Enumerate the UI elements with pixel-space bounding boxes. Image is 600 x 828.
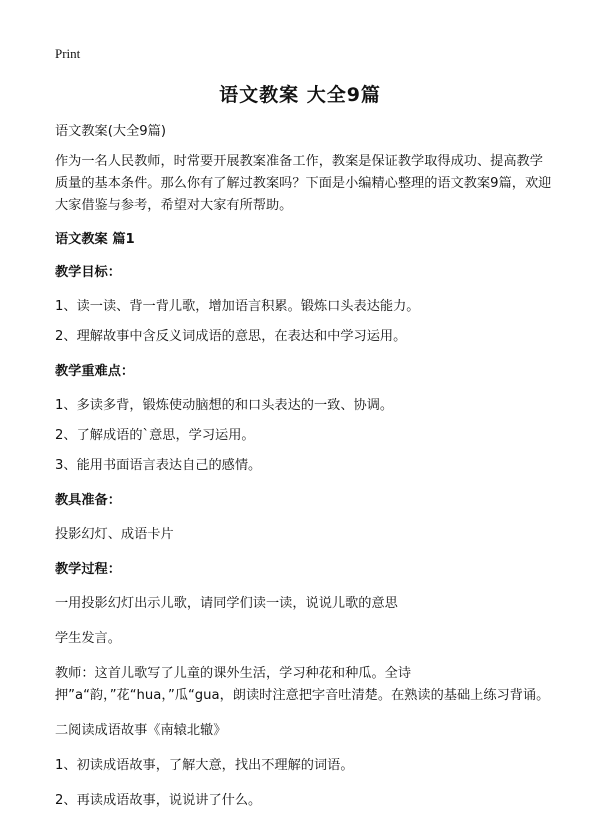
- process-paragraph: 1、初读成语故事，了解大意，找出不理解的词语。: [55, 758, 354, 773]
- key-point-item: 3、能用书面语言表达自己的感情。: [55, 458, 262, 473]
- materials-heading: 教具准备：: [55, 493, 121, 508]
- materials-text: 投影幻灯、成语卡片: [55, 527, 174, 542]
- process-paragraph: 学生发言。: [55, 631, 121, 646]
- section-title: 语文教案 篇1: [55, 232, 135, 247]
- key-point-item: 1、多读多背，锻炼使动脑想的和口头表达的一致、协调。: [55, 398, 394, 413]
- process-paragraph: 一用投影幻灯出示儿歌，请同学们读一读，说说儿歌的意思: [55, 596, 398, 611]
- print-label: Print: [55, 46, 81, 61]
- process-paragraph: 教师：这首儿歌写了儿童的课外生活，学习种花和种瓜。全诗押”a“韵，”花“hua，”瓜“gua，朗读时注意把字音吐清楚。在熟读的基础上练习背诵。: [55, 666, 550, 703]
- process-paragraph: 二阅读成语故事《南辕北辙》: [55, 723, 227, 738]
- key-point-item: 2、了解成语的`意思，学习运用。: [55, 428, 255, 443]
- goals-heading: 教学目标：: [55, 265, 121, 280]
- key-points-heading: 教学重难点：: [55, 364, 135, 379]
- document-subtitle: 语文教案(大全9篇): [55, 124, 166, 139]
- document-title: 语文教案 大全9篇: [219, 84, 381, 106]
- goal-item: 2、理解故事中含反义词成语的意思，在表达和中学习运用。: [55, 329, 407, 344]
- intro-paragraph: 作为一名人民教师，时常要开展教案准备工作，教案是保证教学取得成功、提高教学质量的基本条件。那么你有了解过教案吗？下面是小编精心整理的语文教案9篇，欢迎大家借鉴与参考，希望对大家有所帮助。: [55, 154, 552, 213]
- goal-item: 1、读一读、背一背儿歌，增加语言积累。锻炼口头表达能力。: [55, 299, 420, 314]
- document-body: [55, 121, 555, 825]
- process-heading: 教学过程：: [55, 562, 121, 577]
- process-paragraph: 2、再读成语故事，说说讲了什么。: [55, 793, 262, 808]
